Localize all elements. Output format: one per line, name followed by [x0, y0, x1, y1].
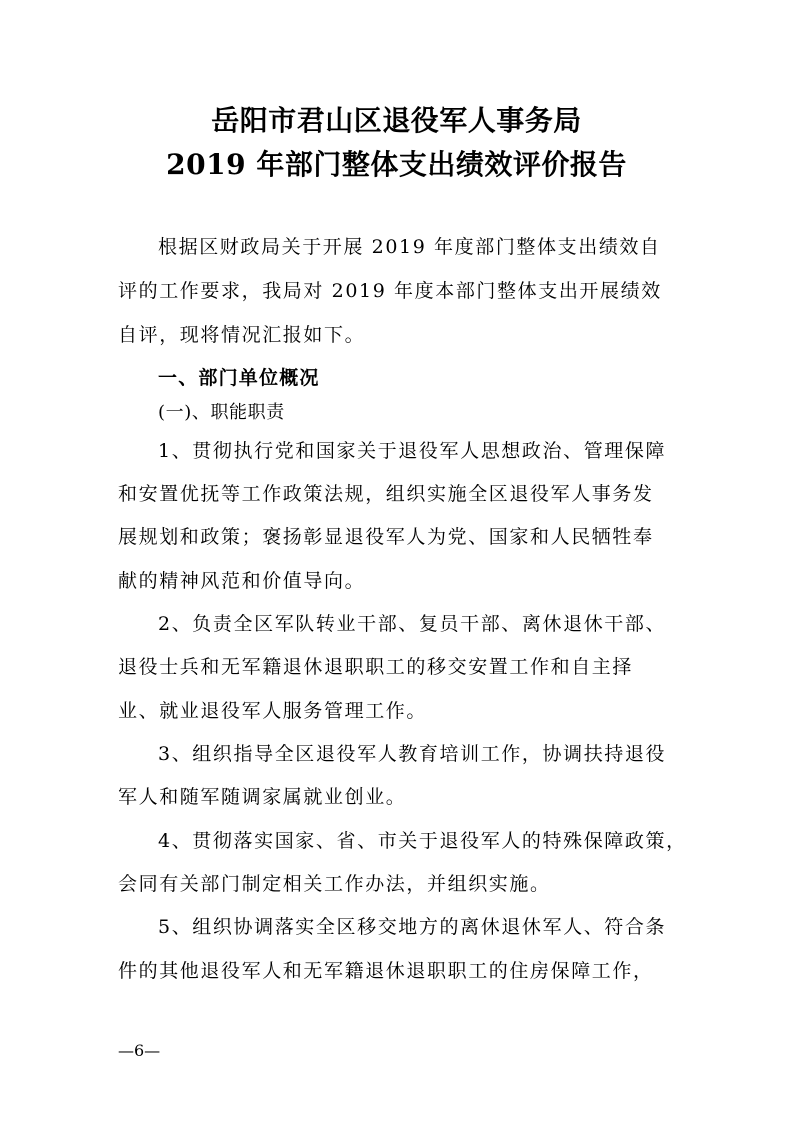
body-paragraph-line: 业、就业退役军人服务管理工作。: [118, 700, 428, 722]
body-paragraph-line: 件的其他退役军人和无军籍退休退职职工的住房保障工作，: [118, 960, 654, 982]
body-paragraph-line: 1、贯彻执行党和国家关于退役军人思想政治、管理保障: [158, 440, 667, 462]
document-title-line-2: 2019 年部门整体支出绩效评价报告: [166, 148, 627, 181]
body-paragraph-line: 2、负责全区军队转业干部、复员干部、离休退休干部、: [158, 613, 667, 635]
subsection-heading: (一)、职能职责: [158, 402, 285, 423]
document-title-line-1: 岳阳市君山区退役军人事务局: [211, 104, 582, 137]
body-paragraph-line: 退役士兵和无军籍退休退职职工的移交安置工作和自主择: [118, 656, 634, 678]
body-paragraph-line: 会同有关部门制定相关工作办法，并组织实施。: [118, 873, 551, 895]
body-paragraph-line: 根据区财政局关于开展 2019 年度部门整体支出绩效自: [158, 236, 661, 258]
body-paragraph-line: 军人和随军随调家属就业创业。: [118, 786, 407, 808]
page-number: —6—: [118, 1041, 161, 1060]
body-paragraph-line: 自评，现将情况汇报如下。: [118, 324, 366, 346]
body-paragraph-line: 展规划和政策；褒扬彰显退役军人为党、国家和人民牺牲奉: [118, 526, 654, 548]
section-heading: 一、部门单位概况: [158, 367, 320, 389]
body-paragraph-line: 评的工作要求，我局对 2019 年度本部门整体支出开展绩效: [118, 280, 662, 302]
body-paragraph-line: 献的精神风范和价值导向。: [118, 570, 366, 592]
body-paragraph-line: 和安置优抚等工作政策法规，组织实施全区退役军人事务发: [118, 483, 654, 505]
body-paragraph-line: 4、贯彻落实国家、省、市关于退役军人的特殊保障政策，: [158, 830, 687, 852]
body-paragraph-line: 5、组织协调落实全区移交地方的离休退休军人、符合条: [158, 916, 667, 938]
body-paragraph-line: 3、组织指导全区退役军人教育培训工作，协调扶持退役: [158, 743, 667, 765]
